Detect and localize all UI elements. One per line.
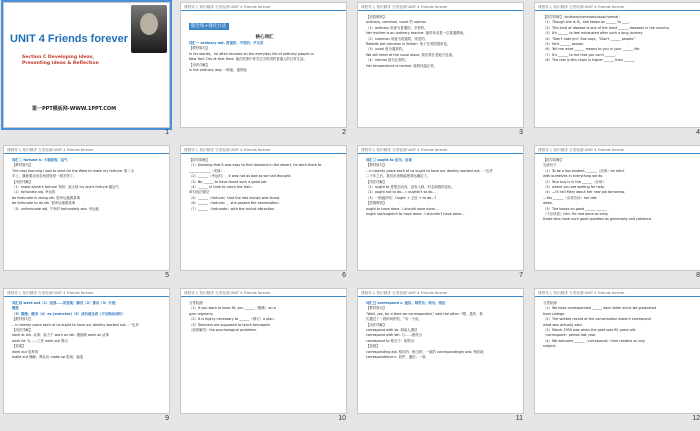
header-divider — [4, 153, 169, 154]
header-divider — [358, 153, 523, 154]
slide-body — [543, 301, 694, 350]
slide-preview[interactable] — [534, 145, 700, 271]
slide-text-line: what was actually said. — [543, 322, 583, 327]
cover-subtitle-line-1: Section C Developing ideas， — [22, 55, 98, 60]
slide-text-line: （5）The books on good ______ ______ — [543, 206, 607, 211]
slide-thumbnail[interactable] — [354, 1, 529, 144]
slide-text-line: 们通过了一段时间的信，"另一个说。 — [366, 317, 422, 322]
slide-number: 12 — [692, 415, 700, 422]
slide-text-line: work out 培养再 — [12, 349, 39, 354]
slide-text-line: gym regularly. — [189, 311, 214, 316]
cover-title: UNIT 4 Friends forever — [10, 33, 128, 45]
slide-number: 2 — [342, 129, 346, 136]
slide-preview[interactable] — [3, 2, 170, 128]
slide-body — [543, 158, 694, 223]
slide-text-line: from college. — [543, 311, 566, 316]
slide-text-line: 【即学即练】 — [189, 158, 210, 162]
slide-text-line: 二十年之后，我们应该都能把命运确定了。 — [366, 174, 431, 179]
slide-text-line: 【拓展】 — [366, 344, 380, 349]
header-divider — [535, 153, 700, 154]
slide-number: 7 — [519, 272, 523, 279]
slide-thumbnail[interactable] — [354, 144, 529, 287]
slide-body — [366, 301, 517, 360]
section-tag: 随堂练+强化方法 — [189, 23, 229, 30]
slide-text-line: （6）______（fortune），she passed the examination. — [189, 201, 280, 206]
slide-text-line: The next morning I was to start for the West to make my fortune. 第二天 — [12, 168, 135, 173]
slide-text-line: work at sth. 从事；致力于 work on sth. 继续做 work as 从事 — [12, 333, 109, 338]
slide-header-nav: 课程导入 知识精讲 当堂检测 UNIT 4 Friends forever — [184, 5, 271, 9]
slide-text-line: We will meet at the usual place. 我们将在老地方见面。 — [366, 52, 456, 57]
slide-text-line: correspond with sb. 和某人通信 — [366, 328, 418, 333]
slide-text-line: corresponding adj. 相应的；相当的；一致的 correspondingly adv. 相应地 — [366, 349, 484, 354]
slide-number: 9 — [165, 415, 169, 422]
header-divider — [181, 10, 346, 11]
slide-text-line: 【用法详解】 — [366, 322, 387, 327]
slide-header-nav: 课程导入 知识精讲 当堂检测 UNIT 4 Friends forever — [361, 291, 448, 295]
slide-text-line: 【即学即练】 — [543, 158, 564, 162]
slide-text-line: 【用法详解】 — [12, 328, 33, 333]
slide-text-line: 【教材原句】 — [366, 163, 387, 168]
slide-text-line: 早上，我就要动身去西部发财一展宏图了。 — [12, 174, 77, 179]
slide-text-line: （不应该说）him. He had done so early. — [543, 212, 609, 217]
slide-text-line: …in twenty years each of us ought to have our destiny worked out…一也许 — [12, 322, 139, 327]
slide-number: 5 — [165, 272, 169, 279]
slide-text-line: …in twenty years each of us ought to have our destiny worked out…一也许 — [366, 168, 493, 173]
slide-text-line: 单句语法填空 — [189, 190, 210, 195]
slide-text-line: （4）—I'll tell Mary about her new job tomorrow. — [543, 190, 626, 195]
cover-subtitle — [22, 55, 99, 67]
slide-preview[interactable] — [180, 2, 347, 128]
slide-header-nav: 课程导入 知识精讲 当堂检测 UNIT 4 Friends forever — [184, 148, 271, 152]
slide-text-line: （3）where you are waiting for help. — [543, 185, 605, 190]
slide-text-line: 【用法详解】 — [189, 62, 210, 67]
slide-text-line: （8）The rest is this chain is higher ______ than ______. — [543, 58, 636, 63]
slide-text-line: those who have such good qualities as generosity and patience. — [543, 217, 653, 222]
section-heading: 核心词汇 — [255, 35, 274, 40]
slide-thumbnail[interactable] — [354, 287, 529, 430]
slide-text-line: （5）______（fortune）that the lost money was found. — [189, 195, 281, 200]
slide-text-line: （1）ought to 是情态动词，没有人称、时态和数的变化。 — [366, 185, 455, 190]
slide-text-line: 完成句子 — [543, 163, 557, 168]
header-divider — [181, 296, 346, 297]
slide-text-line: （1）Though she is ill，she keeps on ______ to ____. — [543, 20, 630, 25]
slide-header-nav: 课程导入 知识精讲 当堂检测 UNIT 4 Friends forever — [7, 291, 94, 295]
slide-text-line: 【教材原句】 — [12, 163, 33, 168]
slide-text-line: In his stories，he often focused on the everyday life of ordinary people in — [189, 51, 314, 56]
slide-text-line: （7）It's ______ to me that you can't ______. — [543, 52, 617, 57]
slide-body — [543, 15, 694, 64]
slide-text-line: （3）一般疑问句：Ought + 主语 + to do...? — [366, 195, 437, 200]
slide-text-line: （1）ordinary 用意为普通的、平常的。 — [366, 25, 428, 30]
slide-text-line: 词汇一 ordinary adj. 普通的；平常的；平凡的 — [189, 41, 264, 45]
slide-text-line: 【教材原句】 — [189, 46, 210, 51]
slide-text-line: subject. — [543, 344, 557, 349]
slide-text-line: （4）normal 意为正常的。 — [366, 58, 409, 63]
slide-number: 6 — [342, 272, 346, 279]
slide-body — [189, 301, 340, 333]
slide-text-line: 【用法详解】 — [366, 179, 387, 184]
slide-text-line: （3）usual 意为通常的。 — [366, 47, 406, 52]
slide-text-line: （3）March 1930 was when the poet was 90 years old. — [543, 328, 637, 333]
slide-preview[interactable] — [3, 288, 170, 414]
slide-preview[interactable] — [3, 145, 170, 271]
slide-body — [12, 301, 163, 360]
slide-text-line: week. — [543, 201, 553, 206]
slide-text-line: ought to have done...I should have done... — [366, 206, 438, 211]
slide-text-line: 词汇三 ought to 应当；应该 — [366, 158, 412, 162]
slide-thumbnail[interactable] — [0, 144, 175, 287]
slide-text-line: （3）Be ______ to have found such a good job. — [189, 179, 268, 184]
slide-body — [12, 158, 163, 212]
slide-thumbnail[interactable] — [177, 144, 352, 287]
slide-header-nav: 课程导入 知识精讲 当堂检测 UNIT 4 Friends forever — [7, 148, 94, 152]
slide-text-line: with ourselves in everything we do. — [543, 174, 604, 179]
slide-text-line: （2）The written record of the conversation doesn't correspond — [543, 317, 651, 322]
slide-text-line: work for 为……工作 work out 算出 — [12, 338, 68, 343]
author-portrait-image — [131, 5, 167, 53]
slide-text-line: （3）锻炼；健身（4）ex (exercise)（5）成功地完成（不及物动词时） — [12, 311, 126, 316]
slide-text-line: （1）We have corresponded ______ each other since we graduated — [543, 306, 656, 311]
slide-text-line: （2）This kind of disease is one of the most ______ diseases in the country. — [543, 25, 670, 30]
portrait-face — [140, 13, 158, 35]
header-divider — [535, 10, 700, 11]
slide-body — [366, 158, 517, 217]
slide-header-nav: 课程导入 知识精讲 当堂检测 UNIT 4 Friends forever — [184, 291, 271, 295]
slide-text-line: be fortunate in doing sth. 很幸运地做某事 — [12, 195, 81, 200]
slide-text-line: make out 理解；辨认出 make up 组成；编造 — [12, 355, 84, 360]
slide-text-line: （5）He's ______ person. — [543, 42, 585, 47]
slide-header-nav: 课程导入 知识精讲 当堂检测 UNIT 4 Friends forever — [538, 5, 625, 9]
slide-body — [366, 15, 517, 69]
slide-text-line: （4）______ in time to catch the train. — [189, 185, 253, 190]
slide-text-line: （1）To be a top student, ______（应该）be strict — [543, 168, 625, 173]
slide-text-line: （4）We welcome ______（correspond）from readers on any — [543, 338, 645, 343]
cover-footer: 第一PPT模板网-WWW.1PPT.COM — [32, 106, 117, 112]
header-divider — [358, 10, 523, 11]
slide-text-line: 【即学即练】（ordinary/common/usual/normal） — [543, 15, 622, 19]
slide-thumbnail[interactable] — [177, 1, 352, 144]
slide-header-nav: 课程导入 知识精讲 当堂检测 UNIT 4 Friends forever — [361, 148, 448, 152]
slide-number: 1 — [165, 129, 169, 136]
slide-text-line: （2）Your bus is in the ______（应该） — [543, 179, 606, 184]
slide-number: 10 — [338, 415, 346, 422]
slide-body — [189, 158, 340, 212]
header-divider — [4, 296, 169, 297]
slide-text-line: （1）If you want to keep fit, you ______（锻炼）on a — [189, 306, 276, 311]
slide-text-line: correspond to 相当于；相符合 — [366, 338, 415, 343]
slide-preview[interactable] — [357, 145, 524, 271]
slide-text-line: 锻炼 — [12, 306, 19, 311]
slide-number: 8 — [696, 272, 700, 279]
slide-text-line: correspond with sth. 与……相符合 — [366, 333, 423, 338]
slide-text-line: ordinary, common, usual 的 normal — [366, 20, 426, 25]
slide-text-line: 当堂检测 — [189, 301, 203, 305]
slide-text-line: （3）Teachers are supposed to teach teenagers — [189, 322, 271, 327]
slide-text-line: "Well, yes, for a time we corresponded," said the other. "嗯，是的，我 — [366, 311, 483, 316]
slide-text-line: —You ______（应该告诉）her last — [543, 195, 597, 200]
slide-preview[interactable] — [180, 288, 347, 414]
slide-text-line: correspondence n. 信件；通信；一致 — [366, 355, 426, 360]
slide-number: 3 — [519, 129, 523, 136]
slide-thumbnail[interactable] — [0, 1, 175, 144]
slide-text-line: 【语境辨析】 — [366, 201, 387, 206]
slide-thumbnail[interactable] — [531, 144, 700, 287]
slide-text-line: 【教材原句】 — [366, 306, 387, 311]
slide-thumbnail[interactable] — [0, 287, 175, 430]
slide-text-line: Her mother is an ordinary teacher. 她的母亲是一位普通教师。 — [366, 31, 467, 36]
slide-text-line: （2）______（幸运的），it was not as bad as we had thought. — [189, 174, 292, 179]
slide-preview[interactable] — [534, 2, 700, 128]
slide-text-line: 词汇四 work out（1）找到……的答案；解决（2）算出（3）计划； — [12, 301, 119, 305]
slide-preview[interactable] — [180, 145, 347, 271]
cover-subtitle-line-2: Presenting ideas & Reflection — [22, 61, 99, 66]
slide-text-line: 词汇五 correspond v. 通信；相符合；相当；相应 — [366, 301, 446, 305]
slide-text-line: be fortunate to do sth. 很幸运地做某事 — [12, 201, 76, 206]
slide-preview[interactable] — [357, 288, 524, 414]
slide-header-nav: 课程导入 知识精讲 当堂检测 UNIT 4 Friends forever — [538, 291, 625, 295]
slide-thumbnail[interactable] — [531, 1, 700, 144]
slide-header-nav: 课程导入 知识精讲 当堂检测 UNIT 4 Friends forever — [538, 148, 625, 152]
slide-text-line: （如何解决）the psychological problems. — [189, 328, 257, 333]
slide-thumbnail[interactable] — [531, 287, 700, 430]
slide-preview[interactable] — [534, 288, 700, 414]
slide-text-line: 【词语辨析】 — [366, 15, 387, 19]
slide-thumbnail[interactable] — [177, 287, 352, 430]
slide-body — [189, 15, 340, 73]
slide-text-line: （3）unfortunate adj. 不幸的 fortunately adv. 幸运地 — [12, 206, 99, 211]
slide-text-line: （6）Tell me what ______ means to you in your ______ life. — [543, 47, 641, 52]
header-divider — [535, 296, 700, 297]
slide-text-line: New York City at that time. 他在故事中常关注当时纽约普通人的日常生活。 — [189, 57, 307, 62]
slide-number: 11 — [515, 415, 523, 422]
slide-text-line: 当堂检测 — [543, 301, 557, 305]
slide-text-line: ought not/oughtn't to have done...I shouldn't have done... — [366, 212, 465, 217]
slide-text-line: （1）Knowing that it was easy to find diamond in the desert, he went there to — [189, 163, 322, 168]
slide-preview[interactable] — [357, 2, 524, 128]
header-divider — [358, 296, 523, 297]
slide-text-line: （2）fortunate adj. 幸运的 — [12, 190, 56, 195]
slide-text-line: Rabbits are common in Britain. 兔子在英国很常见。 — [366, 42, 451, 47]
slide-text-line: 【拓展】 — [12, 344, 26, 349]
slide-text-line: （2）ought not to do...= oughtn't to do... — [366, 190, 436, 195]
slide-text-line: （3）It's ______ to feel exhausted after such a long journey. — [543, 31, 643, 36]
slide-header-nav: 课程导入 知识精讲 当堂检测 UNIT 4 Friends forever — [361, 5, 448, 9]
slide-text-line: 【教材原句】 — [12, 317, 33, 322]
slide-text-line: （4）"Don't hate Jim" Zoe says，"Don't ______ people." — [543, 36, 636, 41]
slide-text-line: in the ordinary way 一般地；通常地 — [189, 68, 247, 73]
slide-text-line: （2）common 用意为普通的、常见的。 — [366, 36, 429, 41]
slide-text-line: （7）______（fortunate）with the tourist attraction. — [189, 206, 276, 211]
slide-text-line: （1）make a/one's fortune 发财；致大财 try one's fortune 碰运气 — [12, 185, 120, 190]
slide-text-line: 词汇二 fortune n. 大笔财钱；运气 — [12, 158, 68, 162]
slide-number: 4 — [696, 129, 700, 136]
slide-text-line: 【用法详解】 — [12, 179, 33, 184]
slide-text-line: Her temperature is normal. 她的体温正常。 — [366, 63, 438, 68]
header-divider — [181, 153, 346, 154]
slide-text-line: （2）It is highly necessary to ______（制订）a plan. — [189, 317, 275, 322]
slide-text-line: （correspond）period last year. — [543, 333, 597, 338]
slide-text-line: ______ ______（发财）. — [189, 168, 226, 173]
